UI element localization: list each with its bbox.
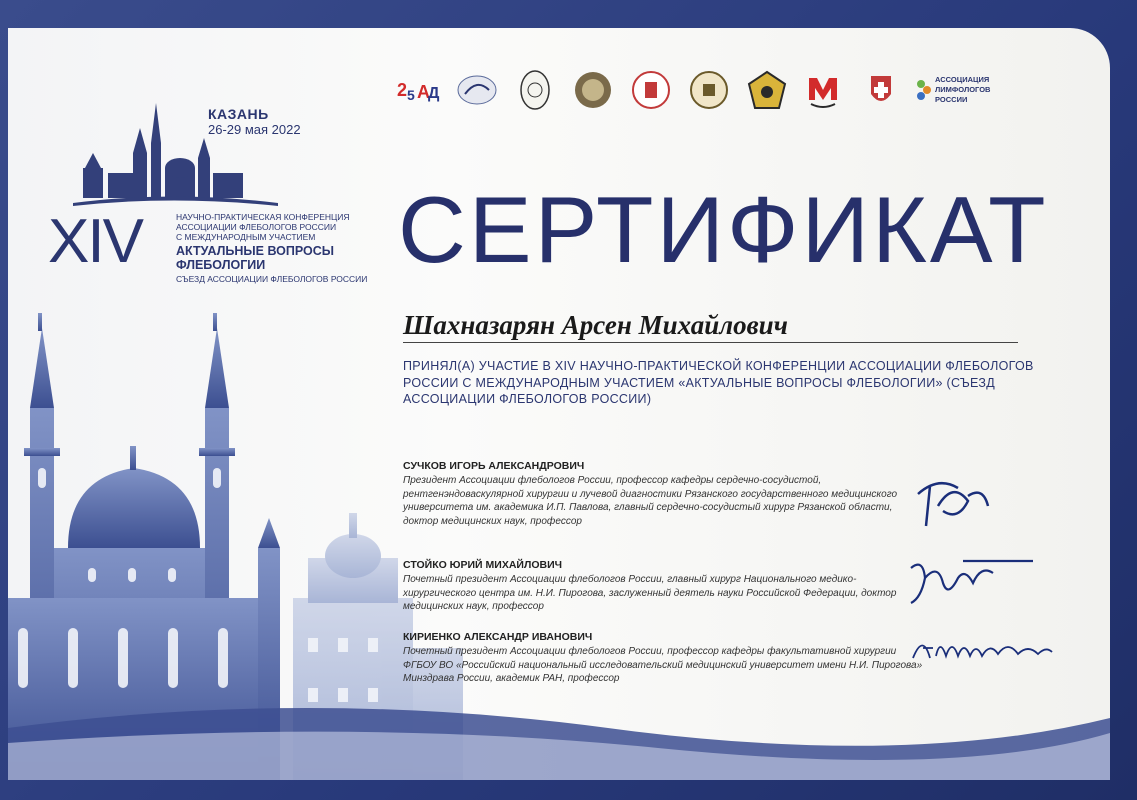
signature-kirienko bbox=[908, 628, 1058, 668]
society-logo-1 bbox=[457, 70, 497, 110]
svg-text:5: 5 bbox=[407, 87, 415, 103]
recipient-name: Шахназарян Арсен Михайлович bbox=[403, 310, 788, 340]
signature-stoyko bbox=[903, 553, 1043, 613]
lymphology-logo bbox=[913, 70, 1008, 110]
lymph-text: РОССИИ bbox=[935, 95, 968, 104]
conference-city: КАЗАНЬ bbox=[208, 106, 269, 122]
signer-name: СУЧКОВ ИГОРЬ АЛЕКСАНДРОВИЧ bbox=[403, 460, 585, 472]
svg-text:А: А bbox=[417, 82, 430, 102]
certificate-paper bbox=[8, 28, 1110, 780]
conference-dates: 26-29 мая 2022 bbox=[208, 122, 301, 137]
conference-title-line: ФЛЕБОЛОГИИ bbox=[176, 258, 266, 272]
emblem-logo bbox=[747, 70, 787, 110]
signer-description: Президент Ассоциации флебологов России, профессор кафедры сердечно-сосудистой, рентгенэндоваскулярной хирургии и лучевой диагностики Рязанского государственного медицинского университета им. академика И.П. Павлова, главный сердечно-сосудистый хирург Рязанской области, доктор медицинских наук, профессор bbox=[403, 475, 898, 527]
rad-logo bbox=[395, 70, 443, 110]
signer-block bbox=[403, 631, 923, 686]
society-logo-4 bbox=[631, 70, 671, 110]
signature-suchkov bbox=[908, 466, 998, 536]
society-logo-2 bbox=[515, 70, 555, 110]
lymph-text: ЛИМФОЛОГОВ bbox=[935, 85, 991, 94]
conference-title-line: АКТУАЛЬНЫЕ ВОПРОСЫ bbox=[176, 244, 335, 258]
signer-block bbox=[403, 460, 923, 528]
conference-block bbox=[48, 66, 378, 296]
conference-subtitle: СЪЕЗД АССОЦИАЦИИ ФЛЕБОЛОГОВ РОССИИ bbox=[176, 274, 368, 284]
svg-text:Д: Д bbox=[428, 85, 440, 102]
conference-line: НАУЧНО-ПРАКТИЧЕСКАЯ КОНФЕРЕНЦИЯ bbox=[176, 212, 350, 222]
conference-line: АССОЦИАЦИИ ФЛЕБОЛОГОВ РОССИИ bbox=[176, 222, 337, 232]
signer-description: Почетный президент Ассоциации флебологов России, главный хирург Национального медико-хирургического центра им. Н.И. Пирогова, заслуженный деятель науки Российской Федерации, доктор медицинских наук, профессор bbox=[403, 574, 897, 612]
conference-line: С МЕЖДУНАРОДНЫМ УЧАСТИЕМ bbox=[176, 232, 316, 242]
signer-block bbox=[403, 559, 923, 614]
society-logo-5 bbox=[689, 70, 729, 110]
recipient-underline bbox=[403, 342, 1018, 343]
partner-logos bbox=[395, 70, 1095, 118]
svg-text:2: 2 bbox=[397, 80, 408, 100]
signer-description: Почетный президент Ассоциации флебологов России, профессор кафедры факультативной хирургии ФГБОУ ВО «Российский национальный исследовательский медицинский университет имени Н.И. Пирогова» Минздрава России, академик РАН, профессор bbox=[403, 646, 923, 684]
ministry-logo bbox=[861, 70, 901, 110]
society-logo-3 bbox=[573, 70, 613, 110]
signer-name: СТОЙКО ЮРИЙ МИХАЙЛОВИЧ bbox=[403, 559, 562, 571]
m-logo bbox=[803, 70, 843, 110]
participation-text: ПРИНЯЛ(А) УЧАСТИЕ В XIV НАУЧНО-ПРАКТИЧЕСКОЙ КОНФЕРЕНЦИИ АССОЦИАЦИИ ФЛЕБОЛОГОВ РОССИИ С МЕЖДУНАРОДНЫМ УЧАСТИЕМ «АКТУАЛЬНЫЕ ВОПРОСЫ ФЛЕБОЛОГИИ» (СЪЕЗД АССОЦИАЦИИ ФЛЕБОЛОГОВ РОССИИ) bbox=[403, 359, 1034, 406]
signer-name: КИРИЕНКО АЛЕКСАНДР ИВАНОВИЧ bbox=[403, 631, 593, 643]
conference-number: XIV bbox=[48, 207, 142, 276]
certificate-title: СЕРТИФИКАТ bbox=[398, 177, 1049, 282]
lymph-text: АССОЦИАЦИЯ bbox=[935, 75, 990, 84]
